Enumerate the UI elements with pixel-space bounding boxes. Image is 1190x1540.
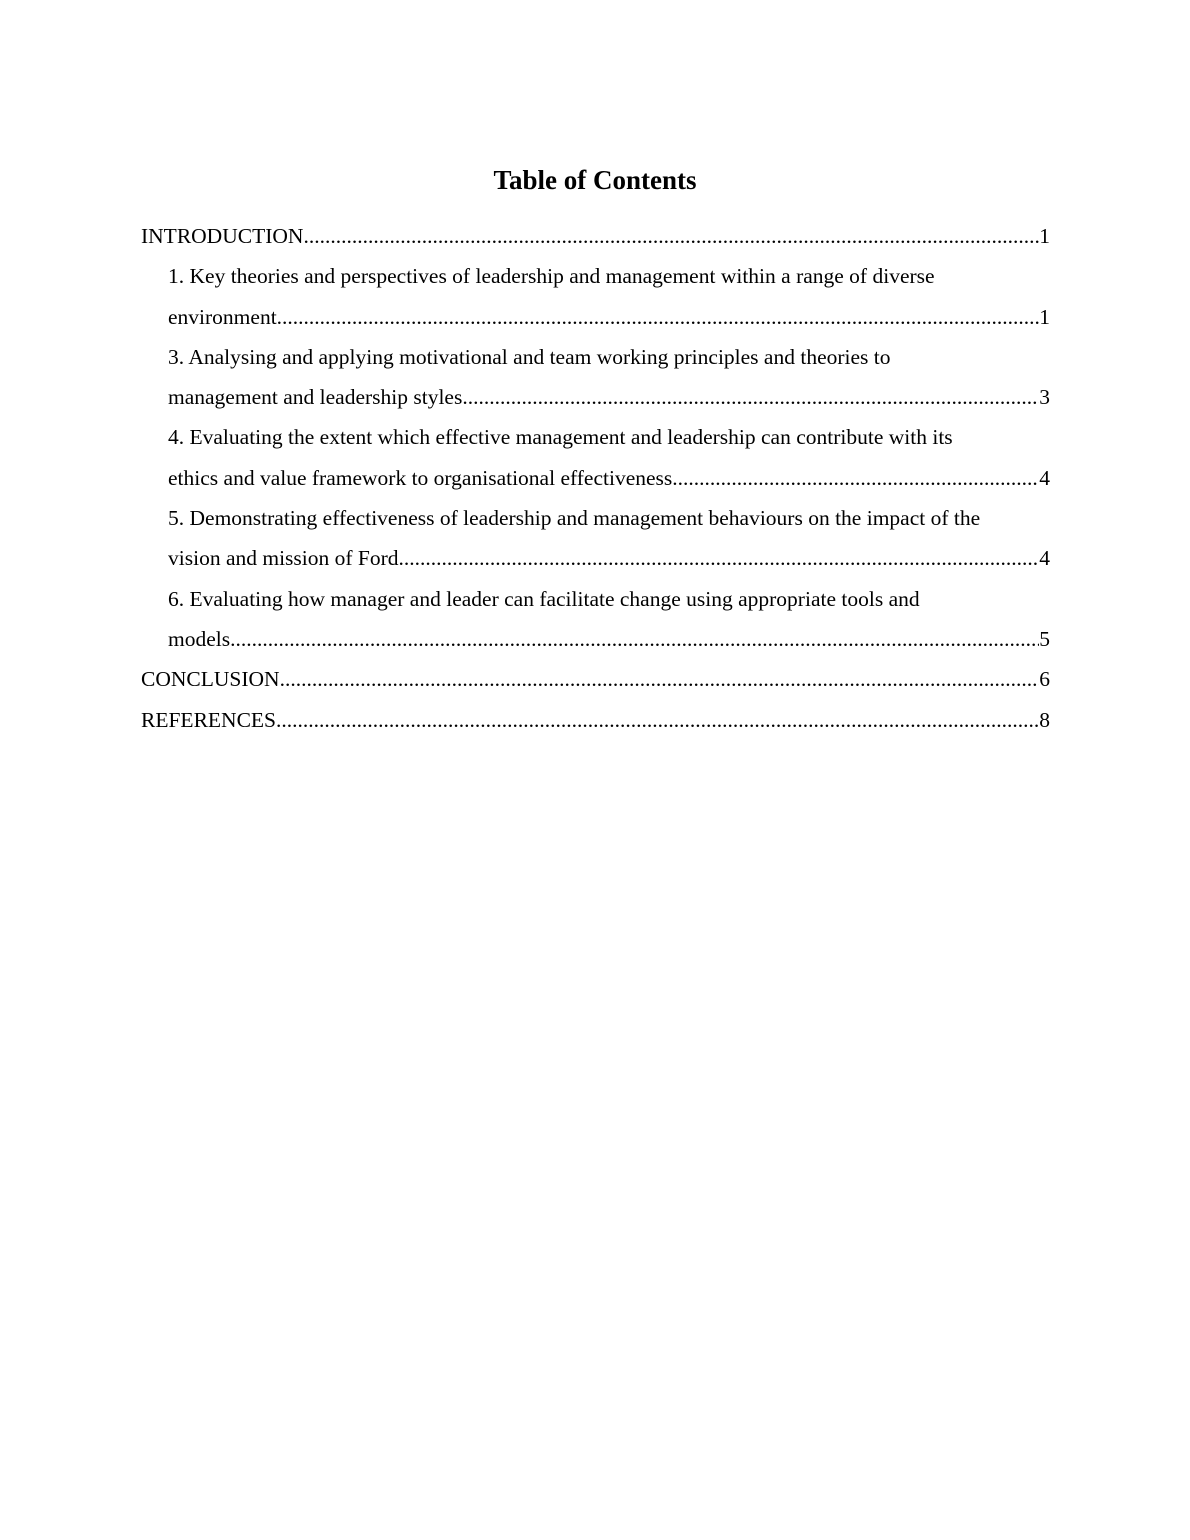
toc-entry-line [141, 659, 1050, 699]
toc-entry-line [168, 619, 1050, 659]
dot-leader [399, 538, 1040, 578]
toc-entry-references[interactable] [141, 700, 1050, 740]
toc-page-number: 6 [1039, 667, 1050, 692]
toc-entry-section-6[interactable] [141, 579, 1050, 660]
toc-entry-line [168, 538, 1050, 578]
dot-leader [462, 377, 1039, 417]
toc-entry-section-5[interactable] [141, 498, 1050, 579]
toc-entry-text: 6. Evaluating how manager and leader can facilitate change using appropriate tools and [168, 586, 920, 611]
toc-entry-section-1[interactable] [141, 256, 1050, 337]
toc-entry-label: INTRODUCTION [141, 224, 304, 248]
toc-entry-line [168, 458, 1050, 498]
toc-entry-text: 1. Key theories and perspectives of leadership and management within a range of diverse [168, 264, 935, 289]
toc-page-number: 5 [1039, 626, 1050, 651]
toc-entry-line [168, 377, 1050, 417]
toc-page-number: 1 [1039, 304, 1050, 329]
dot-leader [276, 700, 1039, 740]
toc-entry-section-4[interactable] [141, 417, 1050, 498]
toc-page-number: 1 [1039, 224, 1050, 248]
toc-entry-label: management and leadership styles [168, 385, 463, 410]
toc-entry-line [168, 297, 1050, 337]
dot-leader [277, 297, 1040, 337]
toc-title: Table of Contents [493, 165, 697, 195]
toc-page-number: 4 [1039, 546, 1050, 571]
toc-page-number: 3 [1039, 385, 1050, 410]
dot-leader [672, 458, 1039, 498]
toc-entry-line [141, 700, 1050, 740]
toc-entry-label: models [168, 626, 231, 651]
toc-page-number: 8 [1039, 707, 1050, 732]
toc-list [141, 216, 1050, 740]
dot-leader [280, 659, 1040, 699]
toc-entry-section-3[interactable] [141, 337, 1050, 418]
toc-entry-line [141, 216, 1050, 256]
toc-entry-text: 5. Demonstrating effectiveness of leadership and management behaviours on the impact of the [168, 506, 981, 531]
toc-entry-text: 4. Evaluating the extent which effective management and leadership can contribute with its [168, 425, 953, 450]
toc-page-number: 4 [1039, 465, 1050, 490]
toc-entry-label: CONCLUSION [141, 667, 280, 692]
toc-entry-label: vision and mission of Ford [168, 546, 399, 571]
toc-entry-text: 3. Analysing and applying motivational and team working principles and theories to [168, 344, 891, 369]
toc-entry-conclusion[interactable] [141, 659, 1050, 699]
dot-leader [303, 216, 1039, 256]
toc-entry-label: environment [168, 304, 277, 329]
toc-entry-label: REFERENCES [141, 707, 276, 732]
toc-entry-label: ethics and value framework to organisational effectiveness [168, 465, 673, 490]
dot-leader [230, 619, 1039, 659]
toc-entry-introduction[interactable] [141, 216, 1050, 256]
